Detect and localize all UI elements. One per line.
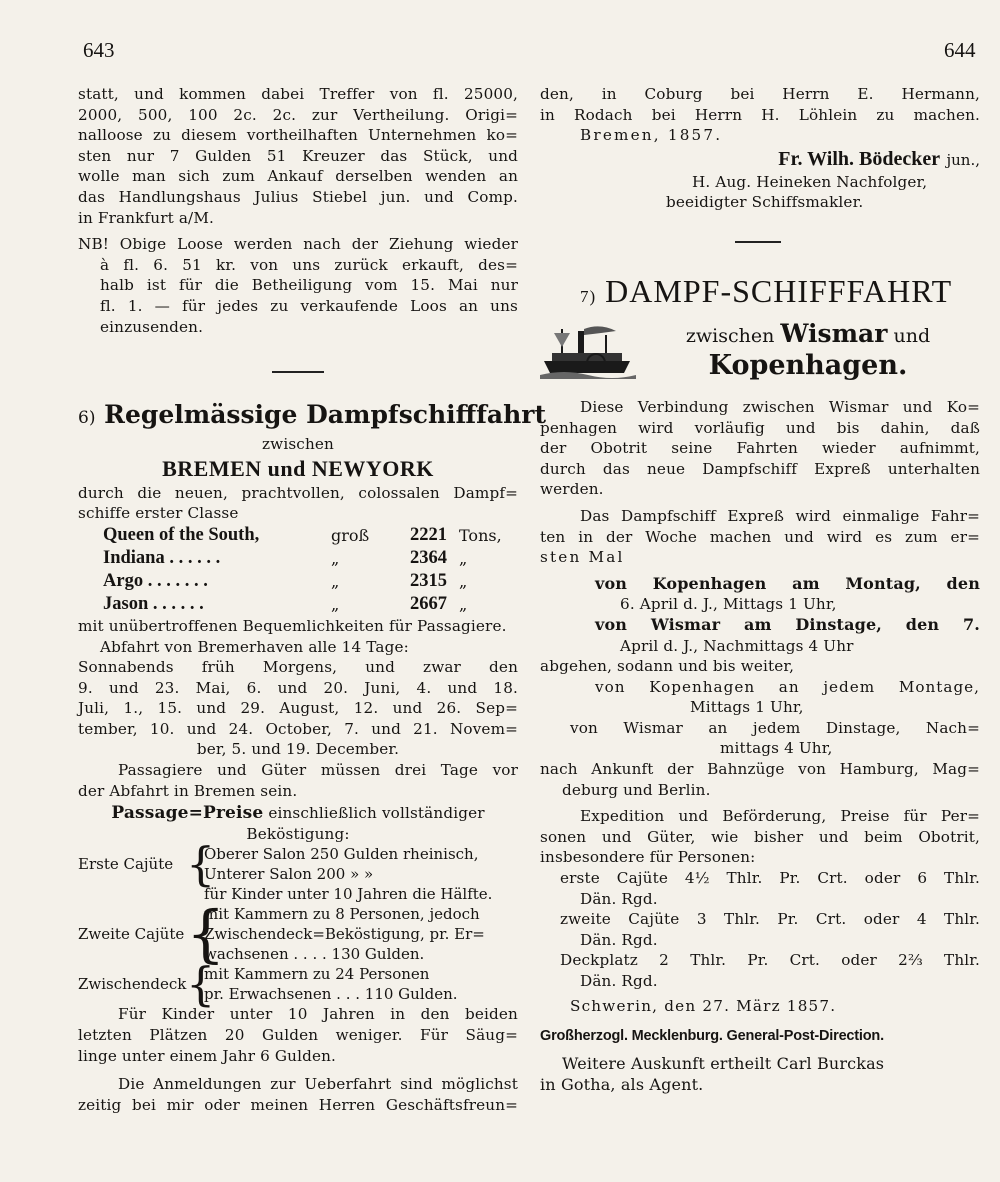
ad6-between: zwischen	[262, 435, 334, 454]
signature	[540, 146, 980, 172]
text-line: fl. 1. — für jedes zu verkaufende Loos an uns	[100, 296, 518, 315]
ad7-between-line	[636, 320, 980, 350]
ad7-header	[540, 319, 980, 383]
prices-head-rest: einschließlich vollständiger	[268, 804, 485, 823]
ship-gross: „	[331, 571, 340, 591]
text-line: deburg und Berlin.	[562, 780, 711, 799]
fare-row: für Kinder unter 10 Jahren die Hälfte.	[204, 885, 493, 904]
right-column	[540, 84, 980, 1095]
text-line: sten nur 7 Gulden 51 Kreuzer das Stück, und	[78, 146, 518, 165]
ad6-body	[78, 616, 518, 801]
fare-children	[78, 884, 518, 904]
lottery-notice	[78, 84, 518, 228]
text-line: zweite Cajüte 3 Thlr. Pr. Crt. oder 4 Thlr.	[560, 910, 980, 929]
text-line: Dän. Rgd.	[580, 889, 658, 908]
text-line: der Abfahrt in Bremen sein.	[78, 781, 298, 800]
ship-name: Jason . . . . . .	[103, 593, 204, 614]
text-line: wolle man sich zum Ankauf derselben wenden an	[78, 167, 518, 186]
text-line: von Kopenhagen an jedem Montage,	[595, 677, 980, 696]
text-line: in Rodach bei Herrn H. Löhlein zu machen.	[540, 105, 980, 124]
text-line: von Kopenhagen am Montag, den	[595, 573, 980, 593]
text-line: in Frankfurt a/M.	[78, 208, 214, 227]
text-line: statt, und kommen dabei Treffer von fl. 25000,	[78, 85, 518, 103]
text-line: Dän. Rgd.	[580, 930, 658, 949]
ad7-city1: Wismar	[780, 318, 888, 348]
text-line: 2000, 500, 100 2c. 2c. zur Vertheilung. Origi=	[78, 105, 518, 124]
signature-name: Fr. Wilh. Bödecker	[778, 147, 941, 170]
nb-notice	[78, 234, 518, 337]
ad6-number: 6)	[78, 408, 96, 429]
text-line: linge unter einem Jahr 6 Gulden.	[78, 1046, 337, 1065]
text-line: werden.	[540, 480, 604, 499]
text-line: sten Mal	[540, 548, 625, 567]
text-line: tember, 10. und 24. October, 7. und 21. Novem=	[78, 719, 518, 738]
text-line: durch das neue Dampfschiff Expreß unterhalten	[540, 459, 980, 478]
ship-unit: „	[459, 571, 468, 591]
ad7-body2	[540, 506, 980, 568]
ad7-title	[540, 271, 980, 317]
fare-row: pr. Erwachsenen . . . 110 Gulden.	[204, 985, 458, 1004]
text-line: ten in der Woche machen und wird es zum er=	[540, 527, 980, 546]
text-line: Dän. Rgd.	[580, 972, 658, 990]
ship-gross: „	[331, 548, 340, 568]
text-line: Sonnabends früh Morgens, und zwar den	[78, 658, 518, 677]
text-line: von Wismar an jedem Dinstage, Nach=	[570, 718, 980, 737]
text-line: Abfahrt von Bremerhaven alle 14 Tage:	[100, 637, 409, 656]
text-line: 9. und 23. Mai, 6. und 20. Juni, 4. und 18.	[78, 678, 518, 697]
text-line: sonen und Güter, wie bisher und beim Obotrit,	[540, 827, 980, 846]
ad7-city2: Kopenhagen.	[708, 349, 908, 381]
text-line: in Gotha, als Agent.	[540, 1074, 704, 1094]
fare-steerage	[78, 957, 518, 1012]
ad7-number: 7)	[580, 286, 597, 306]
text-line: 6. April d. J., Mittags 1 Uhr,	[620, 595, 837, 614]
text-line: insbesondere für Personen:	[540, 848, 756, 867]
ship-row	[78, 593, 518, 616]
fare-row: Zwischendeck=Beköstigung, pr. Er=	[204, 925, 485, 944]
left-column	[78, 84, 547, 1115]
signature-role: beeidigter Schiffsmakler.	[666, 193, 864, 212]
ad7-authority: Großherzogl. Mecklenburg. General-Post-Direction.	[540, 1028, 884, 1045]
ad6-continuation	[540, 84, 980, 146]
ship-name: Indiana . . . . . .	[103, 547, 221, 568]
brace-icon: {	[186, 897, 226, 971]
ad7-place: Schwerin, den 27. März 1857.	[570, 996, 837, 1015]
prices-head-bold: Passage=Preise	[111, 803, 264, 824]
text-line: mit unübertroffenen Bequemlichkeiten für Passagiere.	[78, 616, 507, 635]
text-line: schiffe erster Classe	[78, 504, 239, 523]
ad7-body1	[540, 397, 980, 500]
signature-firm: H. Aug. Heineken Nachfolger,	[692, 172, 928, 191]
ship-name: Argo . . . . . . .	[103, 570, 208, 591]
ship-unit: „	[459, 594, 468, 614]
ship-row	[78, 524, 518, 547]
fare-row: mit Kammern zu 8 Personen, jedoch	[204, 905, 480, 924]
text-line: der Obotrit seine Fahrten wieder aufnimmt,	[540, 439, 980, 458]
text-line: durch die neuen, prachtvollen, colossalen Dampf=	[78, 483, 518, 502]
ad6-tail	[78, 1004, 518, 1115]
text-line: April d. J., Nachmittags 4 Uhr	[620, 636, 854, 655]
text-line: NB! Obige Loose werden nach der Ziehung wieder	[78, 235, 518, 254]
ship-list	[78, 524, 518, 616]
text-line: penhagen wird vorläufig und bis dahin, daß	[540, 418, 980, 437]
text-line: Passagiere und Güter müssen drei Tage vor	[118, 761, 518, 780]
ad7-und: und	[893, 324, 931, 347]
text-line: das Handlungshaus Julius Stiebel jun. und Comp.	[78, 187, 518, 206]
ad6-title	[78, 399, 547, 434]
text-line: à fl. 6. 51 kr. von uns zurück erkauft, des=	[100, 255, 518, 274]
signature-suffix: jun.,	[946, 150, 980, 169]
fare-label: Zwischendeck	[78, 975, 187, 994]
text-line: letzten Plätzen 20 Gulden weniger. Für Säug=	[78, 1026, 518, 1045]
prices-head	[78, 803, 518, 824]
text-line: von Wismar am Dinstage, den 7.	[595, 614, 980, 634]
text-line: zeitig bei mir oder meinen Herren Geschäftsfreun=	[78, 1095, 518, 1114]
ad6-title-text: Regelmässige Dampfschifffahrt	[104, 400, 547, 430]
text-line: den, in Coburg bei Herrn E. Hermann,	[540, 85, 980, 103]
text-line: Die Anmeldungen zur Ueberfahrt sind möglichst	[118, 1075, 518, 1094]
fare-row: Oberer Salon 250 Gulden rheinisch,	[204, 845, 479, 864]
text-line: erste Cajüte 4½ Thlr. Pr. Crt. oder 6 Thlr.	[560, 869, 980, 888]
fare-label: Erste Cajüte	[78, 855, 174, 874]
ship-tons: 2667	[410, 593, 447, 614]
text-line: einzusenden.	[100, 317, 204, 336]
ad7-title-text: DAMPF-SCHIFFFAHRT	[605, 272, 953, 309]
fare-label: Zweite Cajüte	[78, 925, 185, 944]
ship-unit: Tons,	[459, 525, 502, 545]
text-line: Juli, 1., 15. und 29. August, 12. und 26. Sep=	[78, 699, 518, 718]
ship-tons: 2315	[410, 570, 447, 591]
text-line: ber, 5. und 19. December.	[196, 740, 400, 759]
fare-row: wachsenen . . . . 130 Gulden.	[204, 945, 425, 964]
ship-gross: groß	[331, 525, 370, 545]
page-number-right: 644	[944, 38, 976, 62]
ship-name: Queen of the South,	[103, 524, 260, 545]
text-line: abgehen, sodann und bis weiter,	[540, 657, 795, 676]
text-line: Bremen, 1857.	[580, 126, 723, 145]
text-line: mittags 4 Uhr,	[720, 739, 833, 758]
brace-icon: {	[186, 837, 216, 892]
steamship-icon	[540, 323, 636, 379]
fare-row: mit Kammern zu 24 Personen	[204, 965, 430, 984]
ship-row	[78, 570, 518, 593]
text-line: Mittags 1 Uhr,	[690, 698, 804, 717]
ship-gross: „	[331, 594, 340, 614]
text-line: nach Ankunft der Bahnzüge von Hamburg, Mag=	[540, 760, 980, 779]
section-divider	[735, 241, 781, 243]
ad7-schedule	[540, 574, 980, 801]
brace-icon: {	[186, 957, 216, 1012]
text-line: Expedition und Beförderung, Preise für Per=	[580, 807, 980, 826]
ad6-cities: BREMEN und NEWYORK	[162, 455, 434, 481]
prices-head-2: Beköstigung:	[246, 824, 350, 843]
ad7-agent	[540, 1054, 980, 1095]
ship-unit: „	[459, 548, 468, 568]
section-divider	[272, 371, 324, 373]
ship-tons: 2221	[410, 524, 447, 545]
ad7-prices	[540, 806, 980, 991]
text-line: Das Dampfschiff Expreß wird einmalige Fahr=	[580, 506, 980, 525]
text-line: Deckplatz 2 Thlr. Pr. Crt. oder 2⅔ Thlr.	[560, 951, 980, 970]
text-line: halb ist für die Betheiligung vom 15. Mai nur	[100, 276, 518, 295]
ship-row	[78, 547, 518, 570]
fare-first-class	[78, 837, 518, 892]
text-line: nalloose zu diesem vortheilhaften Unternehmen ko=	[78, 126, 518, 145]
ship-tons: 2364	[410, 547, 447, 568]
text-line: Diese Verbindung zwischen Wismar und Ko=	[580, 397, 980, 416]
fare-row: Unterer Salon 200 » »	[204, 865, 374, 884]
text-line: Weitere Auskunft ertheilt Carl Burckas	[562, 1054, 885, 1074]
fare-second-class	[78, 897, 518, 971]
ad7-between: zwischen	[685, 324, 775, 347]
page-number-left: 643	[83, 38, 115, 62]
text-line: Für Kinder unter 10 Jahren in den beiden	[118, 1005, 518, 1024]
